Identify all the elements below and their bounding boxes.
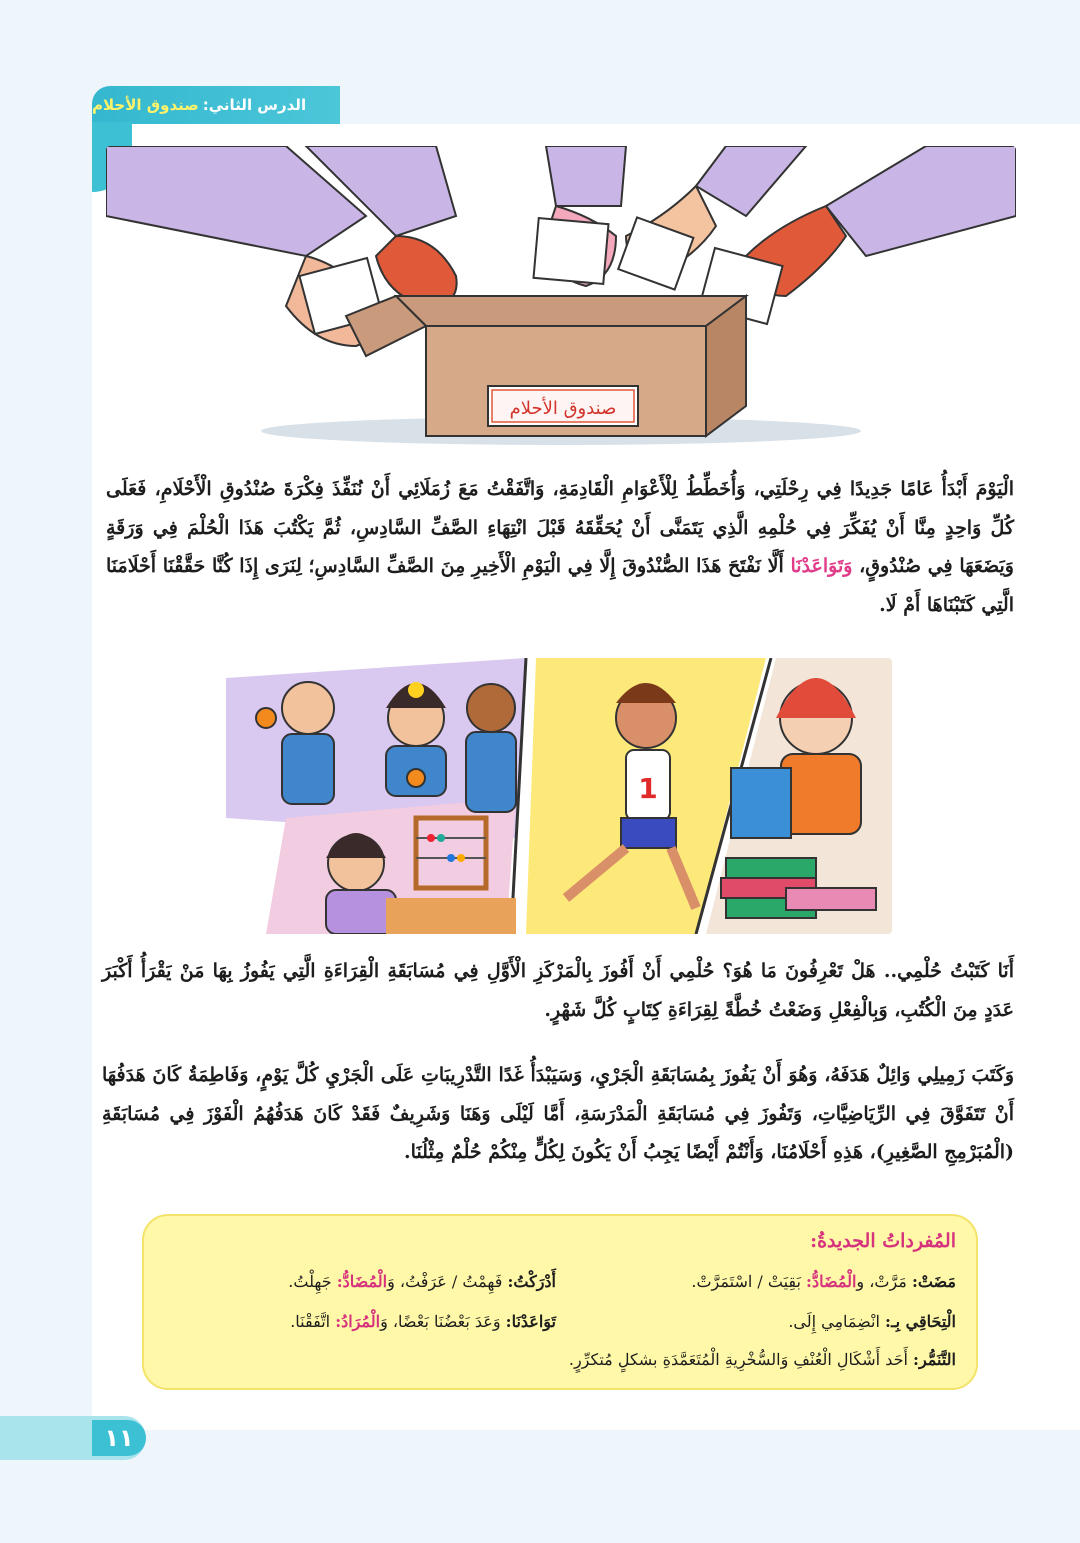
vocab-row-adrakt — [288, 1272, 556, 1291]
box-label: صندوق الأحلام — [509, 398, 617, 419]
vocab-meaning: وَعَدَ بَعْضُنَا بَعْضًا، وَ — [380, 1312, 501, 1331]
svg-text:1: 1 — [638, 772, 658, 805]
paragraph-intro — [106, 470, 1014, 624]
page-number: ١١ — [92, 1420, 146, 1456]
lesson-header-tab — [92, 86, 340, 124]
vocab-term: الْتِحَاقِي بِـ: — [885, 1312, 956, 1331]
vocab-opposite-label: الْمُضَادُّ: — [806, 1272, 857, 1291]
vocab-row-tanammur — [569, 1350, 956, 1369]
vocab-row-madat — [691, 1272, 956, 1291]
vocab-meaning: فَهِمْتُ / عَرَفْتُ، وَ — [387, 1272, 503, 1291]
vocab-term: أَدْرَكْتُ: — [507, 1272, 556, 1291]
vocabulary-title: المُفرداتُ الجديدةُ: — [810, 1230, 956, 1252]
vocabulary-box — [142, 1214, 978, 1390]
vocab-term: التَّنَمُّر: — [913, 1350, 956, 1369]
vocab-meaning: أَحَد أَشْكَالِ الْعُنْفِ وَالسُّخْرِيةِ الْمُتَعَمَّدَةِ بشكلٍ مُتكرِّرٍ. — [568, 1350, 908, 1369]
vocab-meaning: انْضِمَامِي إِلَى. — [788, 1312, 880, 1331]
vocab-opposite: جَهِلْتُ. — [288, 1272, 332, 1291]
paragraph-intro-text: الْيَوْمَ أَبْدَأُ عَامًا جَدِيدًا فِي رِحْلَتِي، وَأُخَطِّطُ لِلْأَعْوَامِ الْقَادِمَةِ، وَاتَّفَقْتُ مَعَ زُمَلَائِي أَنْ نُنَفِّذَ فِكْرَةَ صُنْدُوقِ الْأَحْلَامِ، فَعَلَى كُلِّ وَاحِدٍ مِنَّا أَنْ يُفَكِّرَ فِي حُلْمِهِ الَّذِي يَتَمَنَّى أَنْ يُحَقِّقَهُ قَبْلَ انْتِهَاءِ الصَّفِّ السَّادِسِ، ثُمَّ يَكْتُبَ هَذَا الْحُلْمَ فِي وَرَقَةٍ وَيَضَعَهَا فِي صُنْدُوقٍ، — [106, 478, 1014, 577]
paragraph-friends-dreams: وَكَتَبَ زَمِيلِي وَائِلٌ هَدَفَهُ، وَهُوَ أَنْ يَفُوزَ بِمُسَابَقَةِ الْجَرْيِ، وَسَيَبْدَأُ غَدًا التَّدْرِيبَاتِ عَلَى الْجَرْيِ كُلَّ يَوْمٍ، وَفَاطِمَةُ كَانَ هَدَفُهَا أَنْ تَتَفَوَّقَ فِي الرِّيَاضِيَّاتِ، وَتَفُوزَ فِي مُسَابَقَةِ الْمَدْرَسَةِ، أَمَّا لَيْلَى وَهَنَا وَشَرِيفٌ فَقَدْ كَانَ هَدَفُهُمُ الْفَوْزَ فِي مُسَابَقَةِ (الْمُبَرْمِجِ الصَّغِيرِ)، هَذِهِ أَحْلَامُنَا، وَأَنْتُمْ أَيْضًا يَجِبُ أَنْ يَكُونَ لِكُلٍّ مِنْكُمْ حُلْمٌ مِثْلُنَا. — [102, 1064, 1014, 1163]
vocab-row-tawaadna — [290, 1312, 556, 1331]
paragraph-my-dream: أَنَا كَتَبْتُ حُلْمِي.. هَلْ تَعْرِفُونَ مَا هُوَ؟ حُلْمِي أَنْ أَفُوزَ بِالْمَرْكَزِ الْأَوَّلِ فِي مُسَابَقَةِ الْقِرَاءَةِ الَّتِي يَفُوزُ بِهَا مَنْ يَقْرَأُ أَكْبَرَ عَدَدٍ مِنَ الْكُتُبِ، وَبِالْفِعْلِ وَضَعْتُ خُطَّةً لِقِرَاءَةِ كِتَابٍ كُلَّ شَهْرٍ. — [102, 960, 1014, 1021]
children-dreams-illustration — [226, 658, 892, 934]
vocab-term: مَضَتْ: — [911, 1272, 956, 1291]
lesson-prefix: الدرس الثاني: — [202, 96, 307, 114]
lesson-title: صندوق الأحلام — [92, 96, 199, 114]
dream-box-illustration — [106, 146, 1016, 446]
vocab-row-iltihaqi — [788, 1312, 956, 1331]
paragraph-intro-end: أَلَّا نَفْتَحَ هَذَا الصُّنْدُوقَ إِلَّا فِي الْيَوْمِ الْأَخِيرِ مِنَ الصَّفِّ السَّادِسِ؛ لِنَرَى إِذَا كُنَّا حَقَّقْنَا أَحْلَامَنَا الَّتِي كَتَبْنَاهَا أَمْ لَا. — [106, 555, 1014, 616]
vocab-opposite-label: الْمُضَادُّ: — [336, 1272, 388, 1291]
vocab-term: تَوَاعَدْنَا: — [505, 1312, 556, 1331]
vocab-meaning: مَرَّتْ، و — [856, 1272, 907, 1291]
vocab-opposite-label: الْمُرَادُ: — [335, 1312, 381, 1331]
paragraph-intro-highlight: وَتَوَاعَدْنَا — [790, 555, 853, 577]
vocab-opposite: اتَّفَقْنَا. — [290, 1312, 331, 1331]
vocab-opposite: بَقِيَتْ / اسْتَمَرَّتْ. — [691, 1272, 801, 1291]
